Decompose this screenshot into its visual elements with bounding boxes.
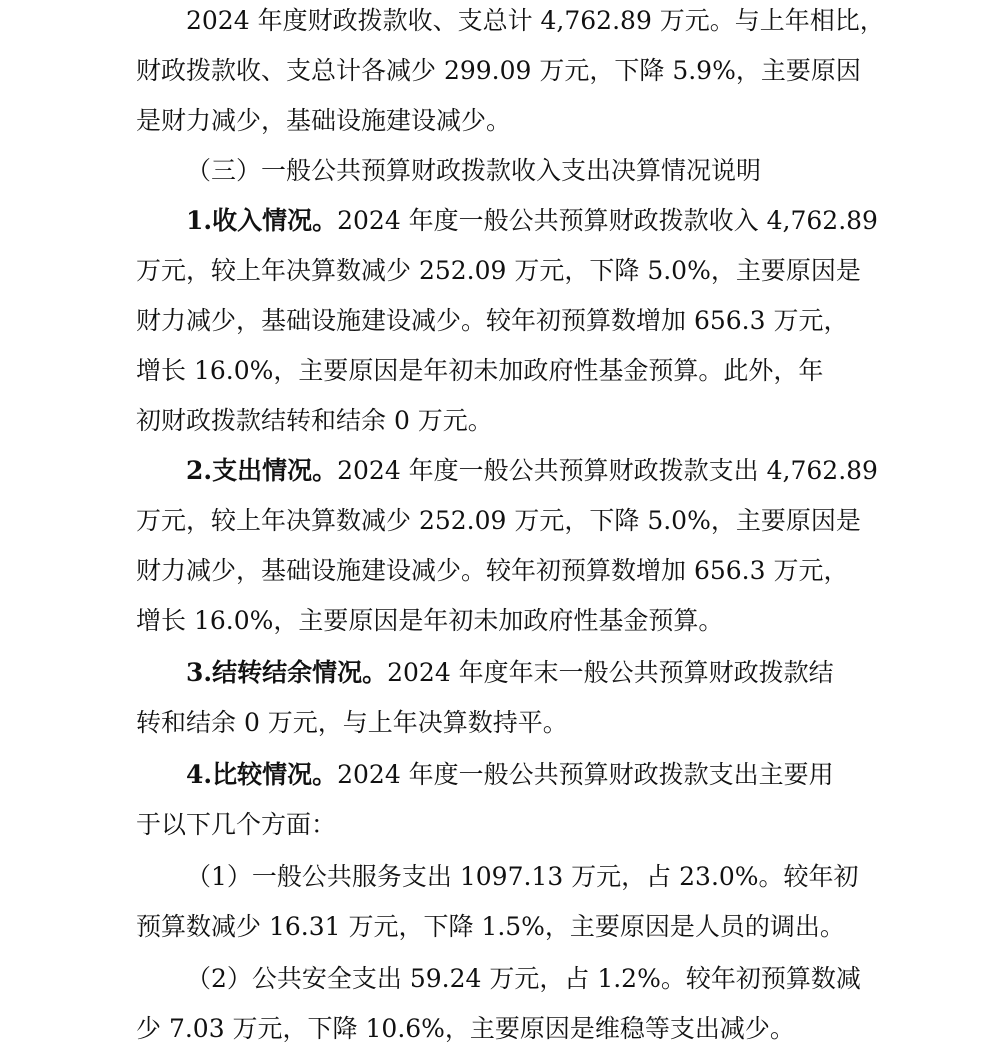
body-text: 财力减少，基础设施建设减少。较年初预算数增加 656.3 万元， bbox=[136, 306, 849, 335]
comparison-line-2 bbox=[136, 800, 1000, 850]
item-1-line-1 bbox=[186, 852, 1000, 902]
item-1-line-2 bbox=[136, 902, 1000, 952]
body-text: 万元，较上年决算数减少 252.09 万元，下降 5.0%，主要原因是 bbox=[136, 506, 861, 535]
body-text: （2）公共安全支出 59.24 万元，占 1.2%。较年初预算数减 bbox=[186, 964, 861, 993]
income-line-5 bbox=[136, 396, 1000, 446]
expenditure-line-1 bbox=[186, 446, 1000, 496]
expenditure-line-2 bbox=[136, 496, 1000, 546]
income-line-1 bbox=[186, 196, 1000, 246]
body-text: 财力减少，基础设施建设减少。较年初预算数增加 656.3 万元， bbox=[136, 556, 849, 585]
comparison-heading: 4.比较情况。 bbox=[186, 760, 338, 789]
body-text: 万元，较上年决算数减少 252.09 万元，下降 5.0%，主要原因是 bbox=[136, 256, 861, 285]
paragraph-1-line-1 bbox=[186, 0, 1000, 46]
body-text: 2024 年度一般公共预算财政拨款收入 4,762.89 bbox=[337, 206, 878, 235]
section-heading-text: （三）一般公共预算财政拨款收入支出决算情况说明 bbox=[186, 156, 762, 185]
body-text: 增长 16.0%，主要原因是年初未加政府性基金预算。此外，年 bbox=[136, 356, 824, 385]
body-text: 于以下几个方面： bbox=[136, 810, 337, 839]
section-heading bbox=[186, 146, 1000, 196]
income-heading: 1.收入情况。 bbox=[186, 206, 338, 235]
body-text: 增长 16.0%，主要原因是年初未加政府性基金预算。 bbox=[136, 606, 724, 635]
expenditure-line-3 bbox=[136, 546, 1000, 596]
body-text: 是财力减少，基础设施建设减少。 bbox=[136, 106, 512, 135]
income-line-3 bbox=[136, 296, 1000, 346]
body-text: （1）一般公共服务支出 1097.13 万元，占 23.0%。较年初 bbox=[186, 862, 859, 891]
body-text: 2024 年度一般公共预算财政拨款支出主要用 bbox=[337, 760, 834, 789]
body-text: 初财政拨款结转和结余 0 万元。 bbox=[136, 406, 493, 435]
income-line-2 bbox=[136, 246, 1000, 296]
expenditure-line-4 bbox=[136, 596, 1000, 646]
body-text: 2024 年度年末一般公共预算财政拨款结 bbox=[387, 658, 834, 687]
body-text: 少 7.03 万元，下降 10.6%，主要原因是维稳等支出减少。 bbox=[136, 1014, 795, 1043]
item-2-line-1 bbox=[186, 954, 1000, 1004]
paragraph-1-line-2 bbox=[136, 46, 1000, 96]
carryover-line-1 bbox=[186, 648, 1000, 698]
body-text: 预算数减少 16.31 万元，下降 1.5%，主要原因是人员的调出。 bbox=[136, 912, 845, 941]
income-line-4 bbox=[136, 346, 1000, 396]
expenditure-heading: 2.支出情况。 bbox=[186, 456, 338, 485]
body-text: 2024 年度财政拨款收、支总计 4,762.89 万元。与上年相比， bbox=[186, 6, 885, 35]
carryover-line-2 bbox=[136, 698, 1000, 748]
body-text: 转和结余 0 万元，与上年决算数持平。 bbox=[136, 708, 568, 737]
paragraph-1-line-3 bbox=[136, 96, 1000, 146]
body-text: 2024 年度一般公共预算财政拨款支出 4,762.89 bbox=[337, 456, 878, 485]
comparison-line-1 bbox=[186, 750, 1000, 800]
carryover-heading: 3.结转结余情况。 bbox=[186, 658, 388, 687]
item-2-line-2 bbox=[136, 1004, 1000, 1054]
body-text: 财政拨款收、支总计各减少 299.09 万元，下降 5.9%，主要原因 bbox=[136, 56, 861, 85]
